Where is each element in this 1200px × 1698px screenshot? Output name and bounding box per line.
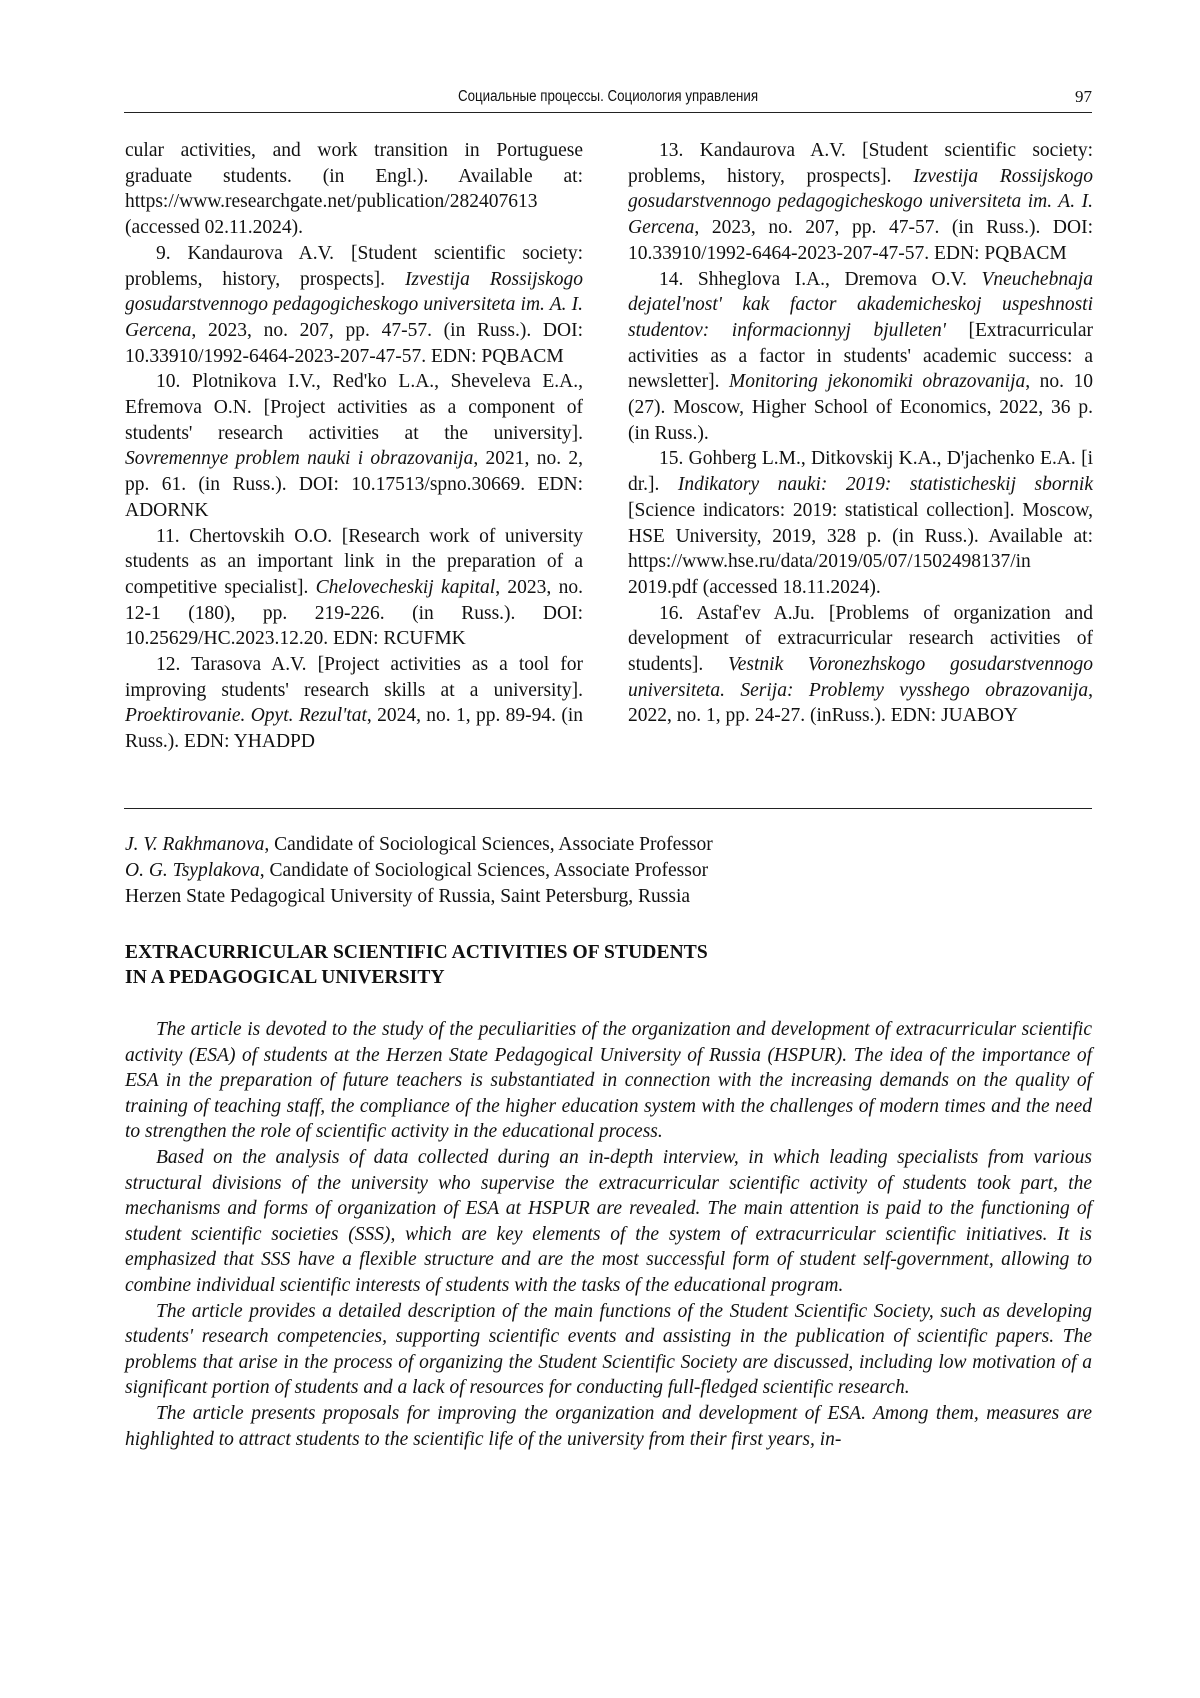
article-title: EXTRACURRICULAR SCIENTIFIC ACTIVITIES OF STUDENTS IN A PEDAGOGICAL UNIVERSITY [125,942,708,988]
reference-15: 15. Gohberg L.M., Ditkovskij K.A., D'jachenko E.A. [i dr.]. Indikatory nauki: 2019: statisticheskij sbornik [Science indicators: 2019: statistical collection]. Moscow, HSE University, 2019, 328 p. (in Russ.). Available at: https://www.hse.ru/data/2019/05/07/1502498137/in 2019.pdf (accessed 18.11.2024). [628,448,1093,598]
abstract [125,1017,1092,1452]
reference-12: 12. Tarasova A.V. [Project activities as a tool for improving students' research skills at a university]. Proektirovanie. Opyt. Rezul'tat, 2024, no. 1, pp. 89-94. (in Russ.). EDN: YHADPD [125,654,584,753]
reference-10: 10. Plotnikova I.V., Red'ko L.A., Sheveleva E.A., Efremova O.N. [Project activities as a component of students' research activities at the university]. Sovremennye problem nauki i obrazovanija, 2021, no. 2, pp. 61. (in Russ.). DOI: 10.17513/spno.30669. EDN: ADORNK [125,371,584,521]
abstract-paragraph: The article provides a detailed description of the main functions of the Student Scientific Society, such as developing students' research competencies, supporting scientific events and assisting in the publication of scientific papers. The problems that arise in the process of organizing the Student Scientific Society are discussed, including low motivation of a significant portion of students and a lack of resources for conducting full-fledged scientific research. [125,1300,1092,1399]
running-header [124,84,1092,113]
author-2: O. G. Tsyplakova, Candidate of Sociological Sciences, Associate Professor [125,860,709,881]
reference-9: 9. Kandaurova A.V. [Student scientific society: problems, history, prospects]. Izvestija Rossijskogo gosudarstvennogo pedagogicheskogo universiteta im. A. I. Gercena, 2023, no. 207, pp. 47-57. (in Russ.). DOI: 10.33910/1992-6464-2023-207-47-57. EDN: PQBACM [125,242,583,367]
reference-16: 16. Astaf'ev A.Ju. [Problems of organization and development of extracurricular research activities of students]. Vestnik Voronezhskogo gosudarstvennogo universiteta. Serija: Problemy vysshego obrazovanija, 2022, no. 1, pp. 24-27. (inRuss.). EDN: JUABOY [628,602,1093,727]
reference-11: 11. Chertovskih O.O. [Research work of university students as an important link in the preparation of a competitive specialist]. Chelovecheskij kapital, 2023, no. 12-1 (180), pp. 219-226. (in Russ.). DOI: 10.25629/HC.2023.12.20. EDN: RCUFMK [125,525,584,650]
references-right-column [628,138,1093,729]
reference-continuation: cular activities, and work transition in Portuguese graduate students. (in Engl.). Available at: https://www.researchgate.net/publication/282407613 (accessed 02.11.2024). [125,140,583,239]
running-title: Социальные процессы. Социология управления [457,88,759,105]
author-1: J. V. Rakhmanova, Candidate of Sociological Sciences, Associate Professor [125,834,713,855]
author-block [125,832,713,910]
abstract-paragraph: The article presents proposals for improving the organization and development of ESA. Among them, measures are highlighted to attract students to the scientific life of the university from their first years, in- [125,1402,1092,1450]
reference-14: 14. Shheglova I.A., Dremova O.V. Vneuchebnaja dejatel'nost' kak factor akademicheskoj uspeshnosti studentov: informacionnyj bjulleten' [Extracurricular activities as a factor in students' academic success: a newsletter]. Monitoring jekonomiki obrazovanija, no. 10 (27). Moscow, Higher School of Economics, 2022, 36 p. (in Russ.). [628,268,1093,444]
affiliation: Herzen State Pedagogical University of Russia, Saint Petersburg, Russia [125,886,691,907]
reference-13: 13. Kandaurova A.V. [Student scientific society: problems, history, prospects]. Izvestija Rossijskogo gosudarstvennogo pedagogicheskogo universiteta im. A. I. Gercena, 2023, no. 207, pp. 47-57. (in Russ.). DOI: 10.33910/1992-6464-2023-207-47-57. EDN: PQBACM [628,140,1093,264]
abstract-paragraph: Based on the analysis of data collected during an in-depth interview, in which leading specialists from various structural divisions of the university who supervise the extracurricular scientific activity of students took part, the mechanisms and forms of organization of ESA at HSPUR are revealed. The main attention is paid to the functioning of student scientific societies (SSS), which are key elements of the system of extracurricular scientific initiatives. It is emphasized that SSS have a flexible structure and are the most successful form of student self-government, allowing to combine individual scientific interests of students with the tasks of the educational program. [125,1146,1092,1296]
section-divider [124,808,1092,809]
page-number: 97 [1075,87,1092,106]
references-left-column [125,138,583,755]
abstract-paragraph: The article is devoted to the study of the peculiarities of the organization and development of extracurricular scientific activity (ESA) of students at the Herzen State Pedagogical University of Russia (HSPUR). The idea of the importance of ESA in the preparation of future teachers is substantiated in connection with the increasing demands on the quality of training of teaching staff, the compliance of the higher education system with the challenges of modern times and the need to strengthen the role of scientific activity in the educational process. [125,1019,1092,1143]
